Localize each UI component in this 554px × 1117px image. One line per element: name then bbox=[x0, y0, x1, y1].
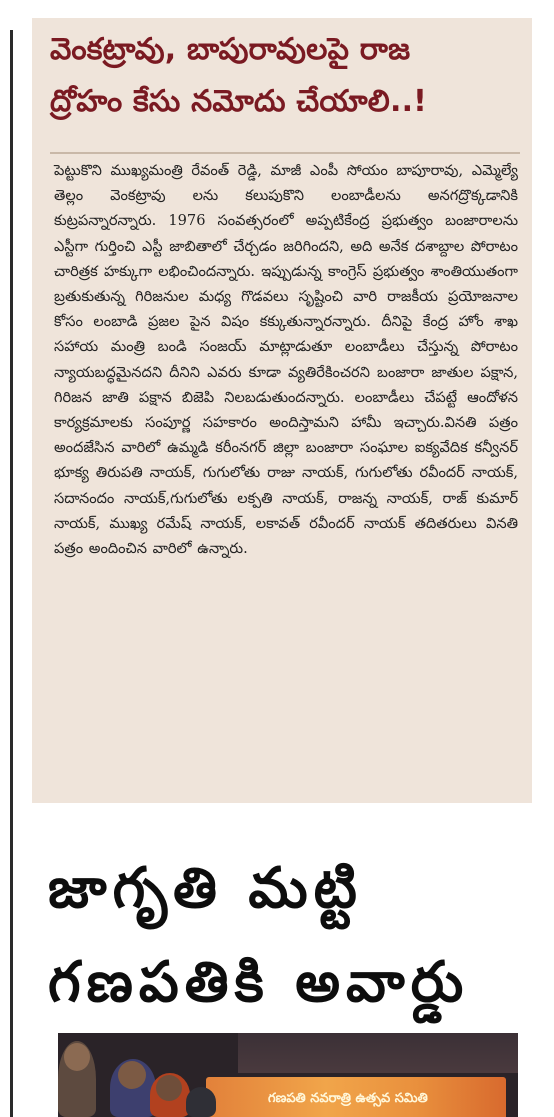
column-divider bbox=[10, 30, 13, 1117]
headline-divider bbox=[50, 152, 520, 154]
article-box bbox=[32, 18, 532, 803]
event-photo bbox=[58, 1033, 518, 1117]
second-headline-line-1: జాగృతి మట్టి bbox=[48, 856, 363, 921]
second-article-headline bbox=[48, 842, 518, 1030]
headline-line-2: ద్రోహం కేసు నమోదు చేయాలి..! bbox=[50, 84, 428, 119]
second-headline-line-2: గణపతికి అవార్డు bbox=[48, 950, 470, 1015]
banner-text: గణపతి నవరాత్రి ఉత్సవ సమితి bbox=[268, 1091, 428, 1106]
person-head bbox=[156, 1075, 182, 1101]
person-figure bbox=[186, 1087, 216, 1117]
stage-backdrop bbox=[238, 1033, 518, 1073]
article-headline bbox=[50, 24, 522, 128]
person-head bbox=[64, 1043, 90, 1071]
person-head bbox=[118, 1061, 146, 1089]
article-body: పెట్టుకొని ముఖ్యమంత్రి రేవంత్ రెడ్డి, మాజీ ఎంపీ సోయం బాపూరావు, ఎమ్మెల్యే తెల్లం వెంకట్రావు లను కలుపుకొని లంబాడీలను అనగద్రొక్కడానికి కుట్రపన్నారన్నారు. 1976 సంవత్సరంలో అప్పటికేంద్ర ప్రభుత్వం బంజారాలను ఎస్టీగా గుర్తించి ఎస్టీ జాబితాలో చేర్చడం జరిగిందని, అది అనేక దశాబ్దాల పోరాటం చారిత్రక హక్కుగా లభించిందన్నారు. ఇప్పుడున్న కాంగ్రెస్ ప్రభుత్వం శాంతియుతంగా బ్రతుకుతున్న గిరిజనుల మధ్య గొడవలు సృష్టించి వారి రాజకీయ ప్రయోజనాల కోసం లంబాడి ప్రజల పైన విషం కక్కుతున్నారన్నారు. దీనిపై కేంద్ర హోం శాఖ సహాయ మంత్రి బండి సంజయ్ మాట్లాడుతూ లంబాడీలు చేస్తున్న పోరాటం న్యాయబద్ధమైనదని దీనిని ఎవరు కూడా వ్యతిరేకించరని బంజారా జాతుల పక్షాన, గిరిజన జాతి పక్షాన బిజెపి నిలబడుతుందన్నారు. లంబాడీలు చేపట్టే ఆందోళన కార్యక్రమాలకు సంపూర్ణ సహకారం అందిస్తామని హామీ ఇచ్చారు.వినతి పత్రం అందజేసిన వారిలో ఉమ్మడి కరీంనగర్ జిల్లా బంజారా సంఘాల ఐక్యవేదిక కన్వీనర్ భూక్య తిరుపతి నాయక్, గుగులోతు రాజు నాయక్, గుగులోతు రవీందర్ నాయక్, సదానందం నాయక్,గుగులోతు లక్పతి నాయక్, రాజన్న నాయక్, రాజ్ కుమార్ నాయక్, ముఖ్య రమేష్ నాయక్, లకావత్ రవీందర్ నాయక్ తదితరులు వినతి పత్రం అందించిన వారిలో ఉన్నారు. bbox=[54, 162, 518, 558]
headline-line-1: వెంకట్రావు, బాపురావులపై రాజ bbox=[50, 32, 411, 67]
